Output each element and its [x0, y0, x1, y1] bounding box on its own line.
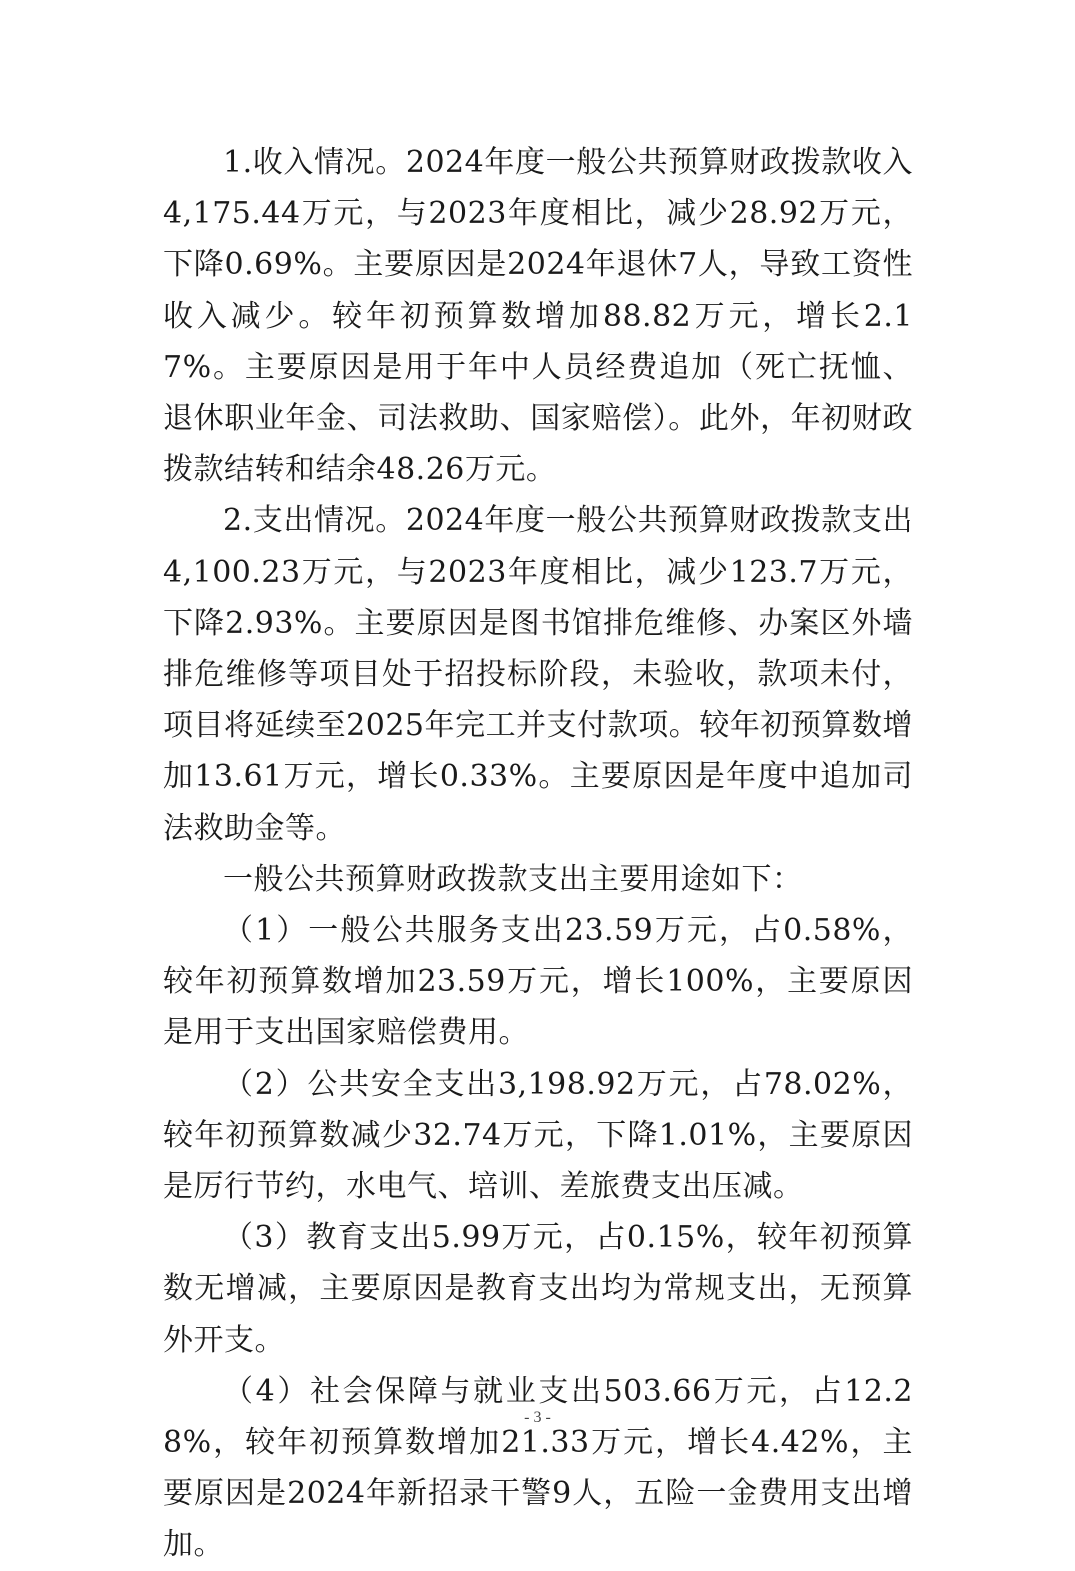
page-number: - 3 -: [524, 1409, 551, 1426]
paragraph-item-public-security: （2）公共安全支出3,198.92万元，占78.02%，较年初预算数减少32.74万元，下降1.01%，主要原因是厉行节约，水电气、培训、差旅费支出压减。: [163, 1066, 913, 1205]
paragraph-item-social-security: （4）社会保障与就业支出503.66万元，占12.28%，较年初预算数增加21.33万元，增长4.42%，主要原因是2024年新招录干警9人，五险一金费用支出增加。: [163, 1373, 913, 1563]
document-body: [163, 137, 913, 1571]
paragraph-usage-intro: 一般公共预算财政拨款支出主要用途如下：: [223, 861, 803, 897]
paragraph-expense: 2.支出情况。2024年度一般公共预算财政拨款支出4,100.23万元，与2023年度相比，减少123.7万元，下降2.93%。主要原因是图书馆排危维修、办案区外墙排危维修等项目处于招投标阶段，未验收，款项未付，项目将延续至2025年完工并支付款项。较年初预算数增加13.61万元，增长0.33%。主要原因是年度中追加司法救助金等。: [163, 503, 913, 846]
paragraph-item-general-public-service: （1）一般公共服务支出23.59万元，占0.58%，较年初预算数增加23.59万元，增长100%，主要原因是用于支出国家赔偿费用。: [163, 913, 913, 1051]
paragraph-item-education: （3）教育支出5.99万元，占0.15%，较年初预算数无增减，主要原因是教育支出均为常规支出，无预算外开支。: [163, 1220, 913, 1358]
paragraph-income: 1.收入情况。2024年度一般公共预算财政拨款收入4,175.44万元，与2023年度相比，减少28.92万元，下降0.69%。主要原因是2024年退休7人，导致工资性收入减少。较年初预算数增加88.82万元，增长2.17%。主要原因是用于年中人员经费追加（死亡抚恤、退休职业年金、司法救助、国家赔偿）。此外，年初财政拨款结转和结余48.26万元。: [163, 145, 913, 488]
